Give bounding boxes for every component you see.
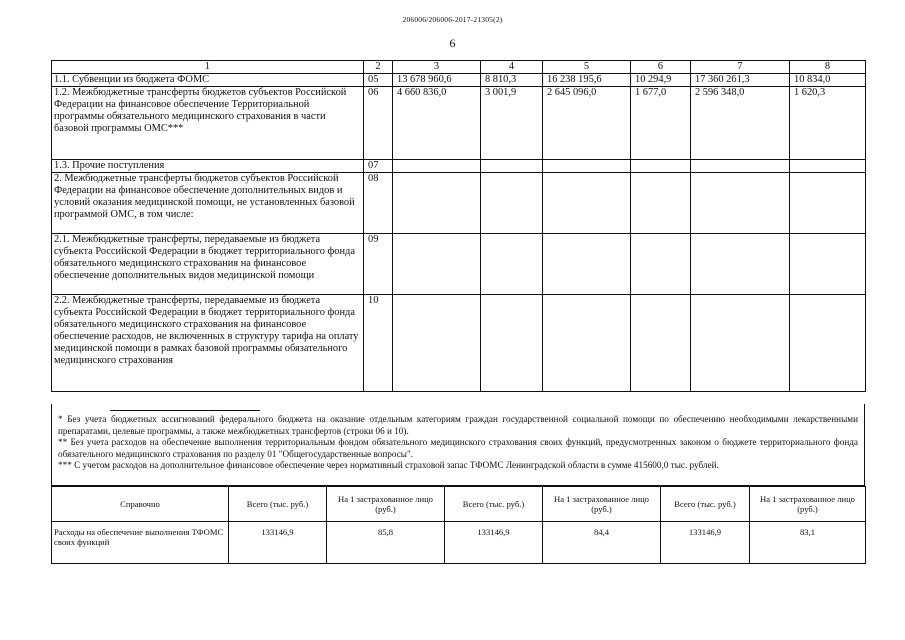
reference-header-cell: На 1 застрахованное лицо (руб.) xyxy=(750,487,866,522)
reference-header-cell: Справочно xyxy=(52,487,229,522)
header-cell: 1 xyxy=(52,61,364,74)
table-header-row xyxy=(52,61,866,74)
cell-value: 13 678 960,6 xyxy=(393,74,481,87)
row-name: 1.1. Субвенции из бюджета ФОМС xyxy=(52,74,364,87)
row-code: 05 xyxy=(364,74,393,87)
table-row xyxy=(52,74,866,87)
cell-value: 1 677,0 xyxy=(631,87,691,160)
table-row xyxy=(52,87,866,160)
cell-value xyxy=(543,234,631,295)
row-code: 07 xyxy=(364,160,393,173)
cell-value xyxy=(790,295,866,392)
cell-value: 16 238 195,6 xyxy=(543,74,631,87)
reference-value: 84,4 xyxy=(543,522,661,564)
cell-value: 2 596 348,0 xyxy=(691,87,790,160)
header-cell: 5 xyxy=(543,61,631,74)
cell-value: 8 810,3 xyxy=(481,74,543,87)
row-code: 08 xyxy=(364,173,393,234)
cell-value xyxy=(543,173,631,234)
cell-value: 1 620,3 xyxy=(790,87,866,160)
header-cell: 4 xyxy=(481,61,543,74)
cell-value xyxy=(393,234,481,295)
cell-value: 17 360 261,3 xyxy=(691,74,790,87)
row-name: 2.2. Межбюджетные трансферты, передаваемые из бюджета субъекта Российской Федерации в бюджет территориального фонда обязательного медицинского страхования на финансовое обеспечение расходов, не включенных в структуру тарифа на оплату медицинской помощи в рамках базовой программы обязательного медицинского страхования xyxy=(52,295,364,392)
reference-table xyxy=(51,486,866,564)
cell-value xyxy=(481,234,543,295)
cell-value: 10 294,9 xyxy=(631,74,691,87)
table-row xyxy=(52,160,866,173)
cell-value xyxy=(631,160,691,173)
reference-header-cell: Всего (тыс. руб.) xyxy=(445,487,543,522)
cell-value xyxy=(631,173,691,234)
footnote: ** Без учета расходов на обеспечение выполнения территориальным фондом обязательного медицинского страхования своих функций, предусмотренных законом о бюджете территориального фонда обязательного медицинского страхования по разделу 01 "Общегосударственные вопросы". xyxy=(58,437,858,459)
reference-header-cell: Всего (тыс. руб.) xyxy=(229,487,327,522)
footnote: * Без учета бюджетных ассигнований федерального бюджета на оказание отдельным категориям граждан государственной социальной помощи по обеспечению необходимыми лекарственными препаратами, целевые программы, а также межбюджетных трансфертов (строки 06 и 10). xyxy=(58,414,858,436)
row-code: 10 xyxy=(364,295,393,392)
reference-value: 133146,9 xyxy=(445,522,543,564)
row-name: 2. Межбюджетные трансферты бюджетов субъектов Российской Федерации на финансовое обеспечение дополнительных видов и условий оказания медицинской помощи, не установленных базовой программой ОМС, в том числе: xyxy=(52,173,364,234)
cell-value xyxy=(393,160,481,173)
cell-value xyxy=(790,234,866,295)
cell-value xyxy=(393,295,481,392)
table-row xyxy=(52,173,866,234)
budget-table xyxy=(51,60,866,392)
row-code: 06 xyxy=(364,87,393,160)
footnote-divider xyxy=(110,410,260,411)
reference-header-row xyxy=(52,487,866,522)
footnote: *** С учетом расходов на дополнительное финансовое обеспечение через нормативный страховой запас ТФОМС Ленинградской области в сумме 415600,0 тыс. рублей. xyxy=(58,460,719,470)
header-cell: 7 xyxy=(691,61,790,74)
reference-value: 85,8 xyxy=(327,522,445,564)
cell-value xyxy=(481,160,543,173)
cell-value xyxy=(691,295,790,392)
cell-value xyxy=(631,295,691,392)
cell-value xyxy=(393,173,481,234)
row-name: 1.3. Прочие поступления xyxy=(52,160,364,173)
header-cell: 8 xyxy=(790,61,866,74)
cell-value: 4 660 836,0 xyxy=(393,87,481,160)
reference-row xyxy=(52,522,866,564)
header-cell: 6 xyxy=(631,61,691,74)
document-id: 206006/206006-2017-21305(2) xyxy=(402,15,503,24)
cell-value xyxy=(691,160,790,173)
cell-value xyxy=(790,160,866,173)
cell-value xyxy=(631,234,691,295)
cell-value xyxy=(481,173,543,234)
table-row xyxy=(52,295,866,392)
table-row xyxy=(52,234,866,295)
row-name: 1.2. Межбюджетные трансферты бюджетов субъектов Российской Федерации на финансовое обеспечение Территориальной программы обязательного медицинского страхования в части базовой программы ОМС*** xyxy=(52,87,364,160)
reference-header-cell: На 1 застрахованное лицо (руб.) xyxy=(327,487,445,522)
row-code: 09 xyxy=(364,234,393,295)
footnotes xyxy=(51,404,865,486)
reference-header-cell: Всего (тыс. руб.) xyxy=(661,487,750,522)
cell-value: 2 645 096,0 xyxy=(543,87,631,160)
cell-value xyxy=(790,173,866,234)
cell-value xyxy=(691,173,790,234)
reference-label: Расходы на обеспечение выполнения ТФОМС своих функций xyxy=(52,522,229,564)
cell-value: 3 001,9 xyxy=(481,87,543,160)
cell-value xyxy=(481,295,543,392)
cell-value xyxy=(543,160,631,173)
row-name: 2.1. Межбюджетные трансферты, передаваемые из бюджета субъекта Российской Федерации в бюджет территориального фонда обязательного медицинского страхования на финансовое обеспечение дополнительных видов медицинской помощи xyxy=(52,234,364,295)
cell-value xyxy=(691,234,790,295)
cell-value xyxy=(543,295,631,392)
reference-value: 83,1 xyxy=(750,522,866,564)
header-cell: 2 xyxy=(364,61,393,74)
header-cell: 3 xyxy=(393,61,481,74)
cell-value: 10 834,0 xyxy=(790,74,866,87)
reference-value: 133146,9 xyxy=(661,522,750,564)
reference-value: 133146,9 xyxy=(229,522,327,564)
reference-header-cell: На 1 застрахованное лицо (руб.) xyxy=(543,487,661,522)
page-number: 6 xyxy=(449,36,456,50)
